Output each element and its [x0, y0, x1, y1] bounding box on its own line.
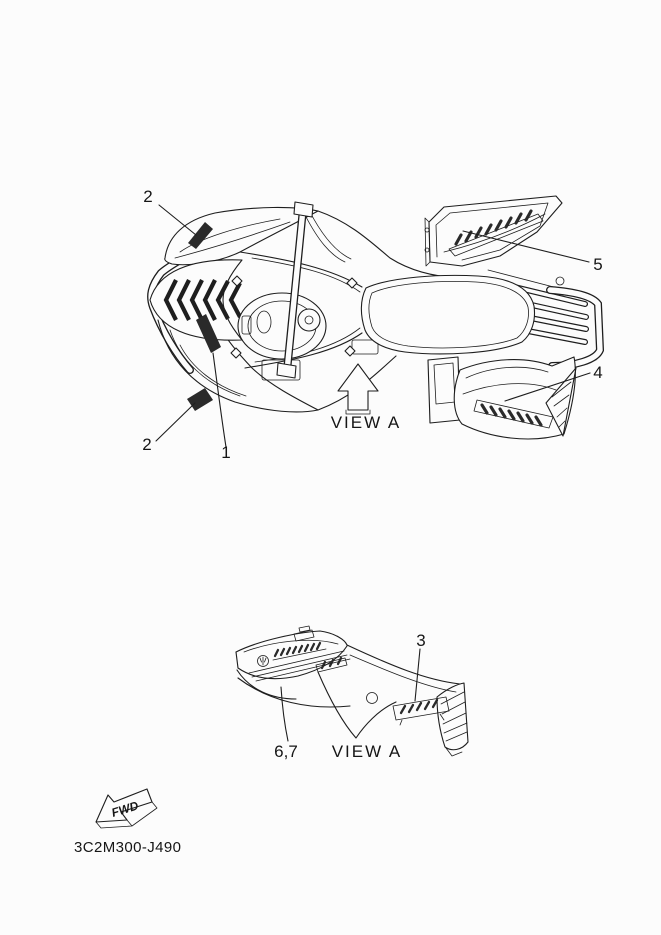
callout-6-7[interactable]: 6,7	[274, 742, 298, 761]
callout-2-front-upper[interactable]: 2	[143, 187, 153, 206]
view-a-label-detail: VIEW A	[331, 742, 403, 761]
callout-4[interactable]: 4	[593, 363, 603, 382]
instrument-cluster	[238, 293, 326, 359]
callout-5[interactable]: 5	[593, 255, 603, 274]
atv-top-view	[142, 187, 602, 462]
rear-right-lower-fender	[428, 357, 576, 439]
callout-3[interactable]: 3	[416, 631, 426, 650]
view-a-label-main: VIEW A	[330, 413, 402, 432]
handlebar-grip-left	[277, 363, 296, 378]
drawing-number: 3C2M300-J490	[74, 839, 182, 856]
yamaha-tuning-fork-icon	[258, 656, 269, 667]
decal-graphic-3	[393, 697, 449, 725]
seat	[361, 275, 534, 353]
detail-view-a	[236, 626, 468, 761]
callout-1[interactable]: 1	[221, 443, 231, 462]
control-cables	[305, 212, 351, 262]
rear-right-upper-fender	[425, 196, 562, 266]
panel-hole	[367, 693, 378, 704]
detail-leader-lines	[281, 649, 420, 741]
up-arrow-outline-icon	[338, 364, 378, 414]
fender-edge-hatched	[437, 683, 468, 756]
fwd-arrow-icon	[96, 789, 157, 828]
handlebar-grip-right	[294, 202, 313, 217]
fwd-label: FWD	[109, 798, 141, 820]
callout-2-front-lower[interactable]: 2	[142, 435, 152, 454]
rack-bolt	[556, 277, 564, 285]
